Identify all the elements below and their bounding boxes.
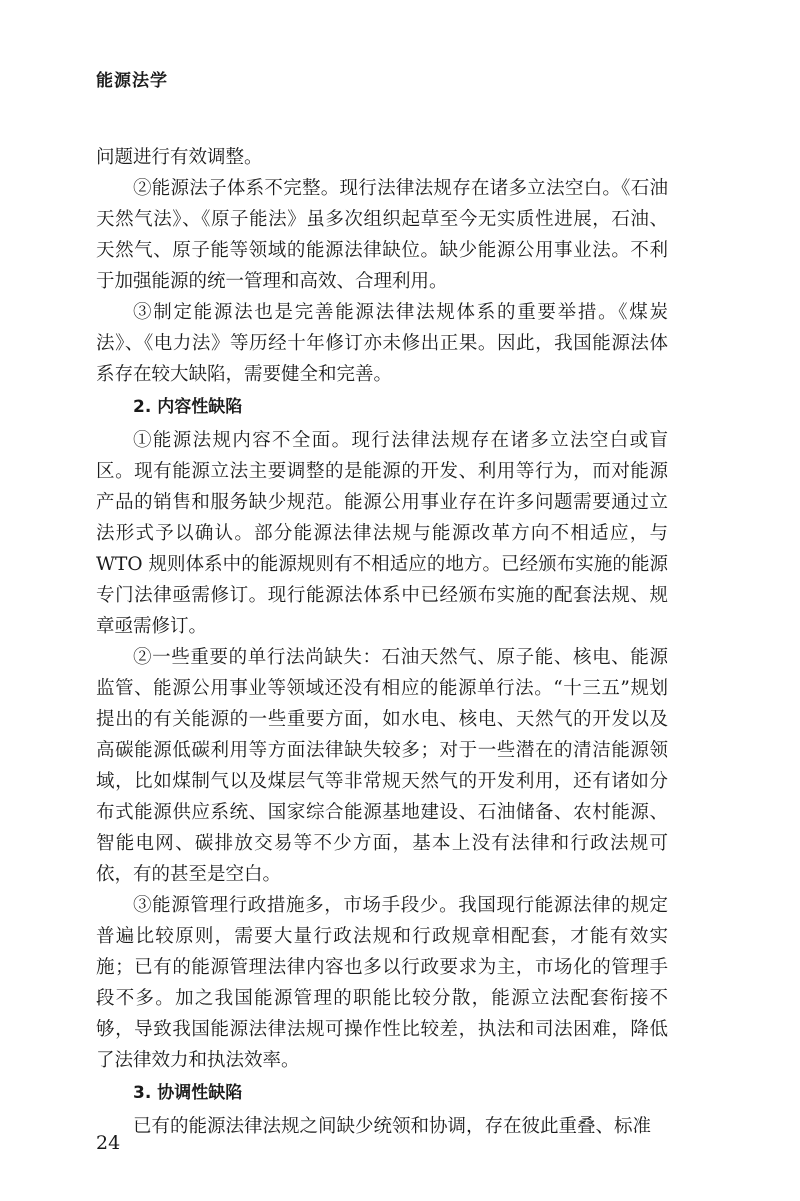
paragraph-continuation: 问题进行有效调整。 bbox=[96, 147, 263, 168]
paragraph-missing-single-laws: ②一些重要的单行法尚缺失：石油天然气、原子能、核电、能源监管、能源公用事业等领域还没有相应的能源单行法。“十三五”规划提出的有关能源的一些重要方面，如水电、核电、天然气的开发以及高碳能源低碳利用等方面法律缺失较多；对于一些潜在的清洁能源领域，比如煤制气以及煤层气等非常规天然气的开发利用，还有诸如分布式能源供应系统、国家综合能源基地建设、石油储备、农村能源、智能电网、碳排放交易等不少方面，基本上没有法律和行政法规可依，有的甚至是空白。 bbox=[96, 647, 668, 885]
section-heading-content-defects: 2. 内容性缺陷 bbox=[133, 397, 243, 417]
paragraph-coordination: 已有的能源法律法规之间缺少统领和协调，存在彼此重叠、标准 bbox=[133, 1116, 652, 1137]
page-body bbox=[96, 142, 668, 1142]
page-number: 24 bbox=[96, 1132, 121, 1154]
running-header-book-title: 能源法学 bbox=[96, 71, 168, 91]
paragraph-content-incomplete: ①能源法规内容不全面。现行法律法规存在诸多立法空白或盲区。现有能源立法主要调整的是能源的开发、利用等行为，而对能源产品的销售和服务缺少规范。能源公用事业存在许多问题需要通过立法形式予以确认。部分能源法律法规与能源改革方向不相适应，与 WTO 规则体系中的能源规则有不相适应的地方。已经颁布实施的能源专门法律亟需修订。现行能源法体系中已经颁布实施的配套法规、规章亟需修订。 bbox=[96, 430, 668, 637]
paragraph-administrative-measures: ③能源管理行政措施多，市场手段少。我国现行能源法律的规定普遍比较原则，需要大量行政法规和行政规章相配套，才能有效实施；已有的能源管理法律内容也多以行政要求为主，市场化的管理手段不多。加之我国能源管理的职能比较分散，能源立法配套衔接不够，导致我国能源法律法规可操作性比较差，执法和司法困难，降低了法律效力和执法效率。 bbox=[96, 895, 668, 1071]
paragraph-subsystem-incomplete: ②能源法子体系不完整。现行法律法规存在诸多立法空白。《石油天然气法》、《原子能法》虽多次组织起草至今无实质性进展，石油、天然气、原子能等领域的能源法律缺位。缺少能源公用事业法。不利于加强能源的统一管理和高效、合理利用。 bbox=[96, 178, 668, 292]
paragraph-energy-law-measure: ③制定能源法也是完善能源法律法规体系的重要举措。《煤炭法》、《电力法》等历经十年修订亦未修出正果。因此，我国能源法体系存在较大缺陷，需要健全和完善。 bbox=[96, 302, 668, 385]
section-heading-coordination-defects: 3. 协调性缺陷 bbox=[133, 1083, 243, 1103]
